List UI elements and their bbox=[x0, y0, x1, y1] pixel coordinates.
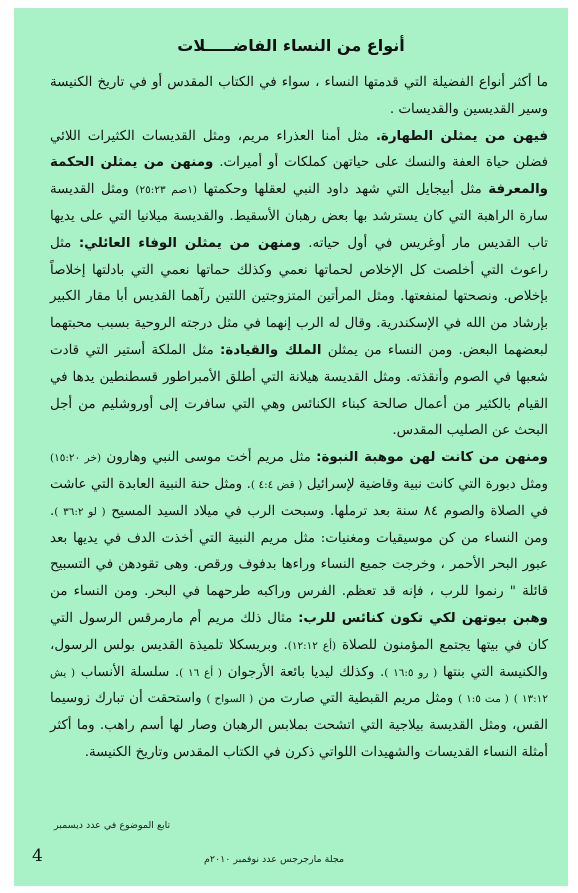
text-span: ومثل مريم القبطية التي صارت من bbox=[253, 691, 459, 707]
text-span: مثل الملكة أستير التي قادت شعبها في الصوم وأنقذته. ومثل القديسة هيلانة التي أطلق الأمبراطور قسطنطين يدها في القيام بالكثير من أعمال صالحة كبناء الكنائس وهي التي سافرت إلى أوروشليم من أجل البحث عن الصليب المقدس. bbox=[50, 342, 548, 439]
scripture-ref: (خر ١٥:٢٠) bbox=[50, 452, 102, 465]
heading-prophecy: ومنهن من كانت لهن موهبة النبوة: bbox=[316, 450, 548, 466]
text-span: مثل أبيجايل التي شهد داود النبي لعقلها وحكمتها bbox=[196, 182, 489, 198]
paragraph-virtues bbox=[50, 124, 548, 446]
scripture-ref: ( قض ٤:٤ ) bbox=[250, 478, 303, 491]
text-span: ومثل دبورة التي كانت نبية وقاضية لإسرائيل bbox=[302, 476, 548, 492]
text-span: واستحقت أن تبارك زوسيما القس، ومثل القديسة بيلاجية التي اتشحت بملابس الرهبان وصار لها أسم راهب. وما أكثر أمثلة النساء القديسات والشهيدات اللواتي ذكرن في الكتاب المقدس وتاريخ الكنيسة. bbox=[50, 691, 548, 760]
text-span: مثل راعوث التي أخلصت كل الإخلاص لحماتها نعمي وكذلك حماتها نعمي التي بادلتها إخلاصاً بإخلاص. ونصحتها لمنفعتها. ومثل المرأتين المتزوجتين اللتين رآهما القديس أبا مقار الكبير بإرشاد من الله في الإسكندرية. وقال له الرب إنهما في مثل درجته الروحية بسبب محبتهما لبعضهما البعض. ومن النساء من يمثلن bbox=[50, 235, 548, 358]
text-span: ومثل القديسة سارة الراهبة التي كان يسترشد بها بعض رهبان الأسقيط. والقديسة ميلانيا التي على يديها تاب القديس مار أوغريس في أول حياته. bbox=[50, 182, 549, 251]
paragraph-prophecy bbox=[50, 445, 548, 767]
scripture-ref: (١صم ٢٥:٢٣) bbox=[135, 184, 197, 197]
heading-homes-as-churches: وهبن بيوتهن لكي تكون كنائس للرب: bbox=[298, 610, 548, 626]
scripture-ref: ( رو ١٦:٥ ) bbox=[384, 666, 438, 679]
intro-paragraph: ما أكثر أنواع الفضيلة التي قدمتها النساء ، سواء في الكتاب المقدس أو في تاريخ الكنيسة وسير القديسين والقديسات . bbox=[50, 75, 548, 117]
scripture-ref: ( مت ١:٥ ) bbox=[458, 693, 509, 706]
scripture-ref: (أع ١٢:١٢) bbox=[287, 639, 337, 652]
heading-family-loyalty: ومنهن من يمثلن الوفاء العائلي: bbox=[78, 235, 301, 251]
page-number: 4 bbox=[32, 846, 43, 866]
text-span: . سلسلة الأنساب bbox=[75, 664, 180, 680]
heading-leadership: الملك والقيادة: bbox=[219, 342, 322, 358]
text-span: . وبريسكلا تلميذة القديس بولس الرسول، والكنيسة التي بنتها bbox=[50, 637, 549, 680]
scripture-ref: ( السواح ) bbox=[206, 693, 254, 706]
heading-purity: فيهن من يمثلن الطهارة. bbox=[375, 128, 548, 144]
scripture-ref: ( أع ١٦ ) bbox=[179, 666, 222, 679]
scripture-ref: ( يش ١٣:١٢ ) bbox=[50, 666, 548, 706]
text-span: . وكذلك ليديا بائعة الأرجوان bbox=[221, 664, 385, 680]
article-body bbox=[50, 70, 548, 767]
text-span: . ومن النساء من كن موسيقيات ومغنيات: مثل مريم النبية التي أخذت الدف في يديها بعد عبور البحر الأحمر ، وخرجت جميع النساء وراءها بدفوف ورقص. وهى تقودهن في التسبيح قائلة " رنموا للرب ، فإنه قد تعظم. الفرس وراكبه طرحهما في البحر. ومن النساء من bbox=[50, 503, 548, 600]
text-span: . ومثل حنة النبية العابدة التي عاشت في الصلاة والصوم ٨٤ سنة بعد ترملها. وسبحت الرب في ميلاد السيد المسيح bbox=[50, 476, 548, 519]
scripture-ref: ( لو ٣٦:٢ ) bbox=[54, 505, 106, 518]
article-title: أنواع من النساء الفاضـــــلات bbox=[177, 36, 405, 55]
magazine-footer: مجلة مارجرجس عدد نوفمبر ٢٠١٠م bbox=[204, 854, 345, 865]
heading-wisdom: ومنهن من يمثلن الحكمة والمعرفة bbox=[50, 155, 548, 198]
text-span: مثل أمنا العذراء مريم، ومثل القديسات الكثيرات اللائي فضلن حياة العفة والنسك على حياتهن كملكات أو أميرات. bbox=[50, 128, 548, 171]
text-span: مثال ذلك مريم أم مارمرقس الرسول التي كان في بيتها يجتمع المؤمنون للصلاة bbox=[50, 610, 548, 653]
text-span: مثل مريم أخت موسى النبي وهارون bbox=[101, 450, 317, 466]
magazine-page bbox=[14, 8, 568, 886]
continued-note: تابع الموضوع في عدد ديسمبر bbox=[54, 820, 171, 831]
